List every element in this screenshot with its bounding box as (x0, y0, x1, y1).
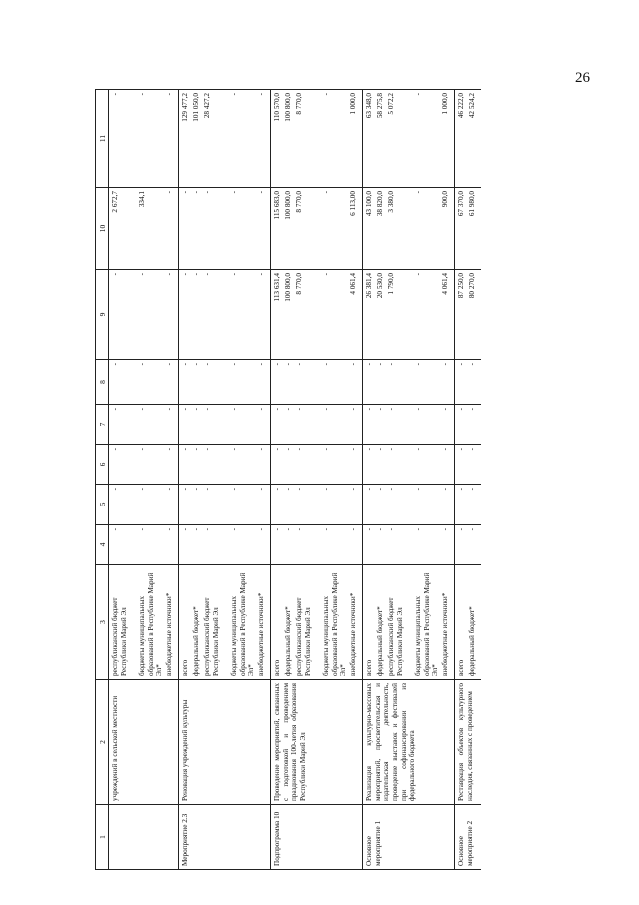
cell-line: - (284, 408, 292, 411)
year-value-cell-col5 (271, 485, 363, 525)
activity-name-cell: учреждений в сельской местности (109, 680, 179, 805)
cell-line: 38 820,0 (376, 191, 384, 217)
cell-line: 1 000,0 (349, 93, 357, 115)
cell-line: - (349, 488, 357, 491)
cell-line: 80 270,0 (468, 273, 476, 299)
cell-line: - (165, 93, 173, 96)
cell-line: - (111, 363, 119, 366)
cell-line: - (414, 488, 422, 491)
cell-line: - (365, 488, 373, 491)
cell-line: - (257, 488, 265, 491)
year-value-cell-col11 (109, 90, 179, 188)
cell-line: - (365, 408, 373, 411)
cell-line: - (284, 488, 292, 491)
cell-line: бюджеты муниципальных образований в Республике Марий Эл* (414, 572, 440, 676)
year-value-cell-col5 (109, 485, 179, 525)
cell-line: - (111, 93, 119, 96)
cell-line: - (284, 363, 292, 366)
cell-line: - (387, 448, 395, 451)
cell-line: 3 380,0 (387, 191, 395, 213)
cell-line: - (138, 528, 146, 531)
cell-line: - (257, 363, 265, 366)
cell-line: 42 524,2 (468, 93, 476, 119)
cell-line: - (441, 408, 449, 411)
cell-line: всего (365, 659, 373, 676)
cell-line: - (468, 363, 476, 366)
cell-line: - (349, 448, 357, 451)
cell-line: - (165, 528, 173, 531)
year-value-cell-col10 (271, 188, 363, 270)
year-value-cell-col9 (179, 270, 271, 360)
cell-line: - (322, 408, 330, 411)
year-value-cell-col11 (363, 90, 455, 188)
cell-line: 8 770,0 (295, 191, 303, 213)
year-value-cell-col4 (179, 525, 271, 565)
cell-line: - (322, 363, 330, 366)
cell-line: 1 790,0 (387, 273, 395, 295)
year-value-cell-col8 (271, 360, 363, 405)
cell-line: 2 672,7 (111, 191, 119, 213)
cell-line: республиканский бюджет Республики Марий Эл (111, 597, 128, 676)
cell-line: - (349, 363, 357, 366)
year-value-cell-col9 (363, 270, 455, 360)
cell-line: - (230, 93, 238, 96)
cell-line: - (138, 408, 146, 411)
cell-line: 334,1 (138, 191, 146, 208)
year-value-cell-col6 (271, 445, 363, 485)
cell-line: - (322, 273, 330, 276)
cell-line: - (468, 488, 476, 491)
cell-line: - (181, 528, 189, 531)
cell-line: - (284, 448, 292, 451)
cell-line: - (457, 363, 465, 366)
cell-line: федеральный бюджет* (376, 606, 384, 676)
funding-source-cell (363, 565, 455, 680)
year-value-cell-col7 (179, 405, 271, 445)
table-body (109, 90, 482, 870)
activity-name-cell: Реализация культурно-массовых мероприятий, просветительская и издательская деятельность, проведение выставок и фестивалей при софинансировании из федерального бюджета (363, 680, 455, 805)
cell-line: - (322, 448, 330, 451)
cell-line: - (295, 528, 303, 531)
cell-line: - (387, 528, 395, 531)
cell-line: внебюджетные источники* (441, 592, 449, 676)
cell-line: 5 072,2 (387, 93, 395, 115)
cell-line: - (181, 273, 189, 276)
cell-line: - (414, 363, 422, 366)
year-value-cell-col7 (109, 405, 179, 445)
rotated-table-container (95, 90, 560, 870)
cell-line: - (192, 273, 200, 276)
cell-line: - (111, 408, 119, 411)
cell-line: - (165, 448, 173, 451)
cell-line: - (165, 408, 173, 411)
cell-line: 1 000,0 (441, 93, 449, 115)
column-header-7: 7 (96, 405, 109, 445)
year-value-cell-col8 (179, 360, 271, 405)
cell-line: 100 800,0 (284, 191, 292, 220)
cell-line: - (138, 363, 146, 366)
cell-line: - (138, 448, 146, 451)
cell-line: - (457, 408, 465, 411)
cell-line: - (273, 408, 281, 411)
year-value-cell-col6 (363, 445, 455, 485)
cell-line: - (257, 93, 265, 96)
cell-line: - (192, 488, 200, 491)
cell-line: 67 370,0 (457, 191, 465, 217)
cell-line: - (414, 528, 422, 531)
cell-line: - (203, 488, 211, 491)
year-value-cell-col9 (271, 270, 363, 360)
cell-line: - (165, 273, 173, 276)
column-header-4: 4 (96, 525, 109, 565)
cell-line: 4 061,4 (441, 273, 449, 295)
year-value-cell-col4 (271, 525, 363, 565)
year-value-cell-col4 (455, 525, 482, 565)
cell-line: - (203, 363, 211, 366)
year-value-cell-col10 (179, 188, 271, 270)
cell-line: 129 477,2 (181, 93, 189, 122)
year-value-cell-col4 (109, 525, 179, 565)
cell-line: 115 683,0 (273, 191, 281, 220)
cell-line: бюджеты муниципальных образований в Республике Марий Эл* (230, 572, 256, 676)
cell-line: бюджеты муниципальных образований в Республике Марий Эл* (138, 572, 164, 676)
cell-line: - (230, 273, 238, 276)
year-value-cell-col9 (455, 270, 482, 360)
year-value-cell-col11 (179, 90, 271, 188)
cell-line: внебюджетные источники* (349, 592, 357, 676)
table-row (109, 90, 179, 870)
cell-line: всего (181, 659, 189, 676)
cell-line: - (376, 408, 384, 411)
cell-line: - (257, 191, 265, 194)
cell-line: - (322, 528, 330, 531)
cell-line: - (192, 408, 200, 411)
cell-line: - (165, 363, 173, 366)
cell-line: федеральный бюджет* (284, 606, 292, 676)
year-value-cell-col6 (109, 445, 179, 485)
cell-line: 58 275,8 (376, 93, 384, 119)
cell-line: - (192, 528, 200, 531)
cell-line: - (414, 191, 422, 194)
cell-line: - (273, 528, 281, 531)
header-row (96, 90, 109, 870)
cell-line: республиканский бюджет Республики Марий Эл (295, 597, 312, 676)
year-value-cell-col7 (271, 405, 363, 445)
cell-line: 6 113,00 (349, 191, 357, 216)
year-value-cell-col6 (455, 445, 482, 485)
cell-line: - (457, 448, 465, 451)
year-value-cell-col4 (363, 525, 455, 565)
cell-line: внебюджетные источники* (165, 592, 173, 676)
cell-line: - (284, 528, 292, 531)
column-header-8: 8 (96, 360, 109, 405)
year-value-cell-col9 (109, 270, 179, 360)
cell-line: - (257, 448, 265, 451)
cell-line: - (111, 273, 119, 276)
year-value-cell-col10 (363, 188, 455, 270)
column-header-6: 6 (96, 445, 109, 485)
year-value-cell-col10 (109, 188, 179, 270)
cell-line: - (192, 191, 200, 194)
cell-line: 46 222,0 (457, 93, 465, 119)
cell-line: - (457, 488, 465, 491)
activity-code-cell: Основное мероприятие 2 (455, 805, 482, 870)
year-value-cell-col5 (363, 485, 455, 525)
cell-line: - (257, 528, 265, 531)
year-value-cell-col8 (109, 360, 179, 405)
cell-line: - (181, 448, 189, 451)
cell-line: - (138, 273, 146, 276)
cell-line: - (230, 448, 238, 451)
cell-line: - (203, 448, 211, 451)
cell-line: - (387, 488, 395, 491)
cell-line: 900,0 (441, 191, 449, 208)
year-value-cell-col6 (179, 445, 271, 485)
cell-line: 63 348,0 (365, 93, 373, 119)
cell-line: - (230, 363, 238, 366)
cell-line: 8 770,0 (295, 273, 303, 295)
cell-line: - (230, 191, 238, 194)
cell-line: - (257, 273, 265, 276)
cell-line: - (257, 408, 265, 411)
cell-line: 26 381,4 (365, 273, 373, 299)
cell-line: 8 770,0 (295, 93, 303, 115)
table-row (179, 90, 271, 870)
cell-line: - (181, 191, 189, 194)
cell-line: федеральный бюджет* (468, 606, 476, 676)
cell-line: республиканский бюджет Республики Марий Эл (203, 597, 220, 676)
cell-line: - (441, 488, 449, 491)
cell-line: - (165, 488, 173, 491)
activity-code-cell: Основное мероприятие 1 (363, 805, 455, 870)
cell-line: - (273, 448, 281, 451)
year-value-cell-col8 (363, 360, 455, 405)
cell-line: - (138, 93, 146, 96)
cell-line: - (468, 448, 476, 451)
cell-line: - (376, 448, 384, 451)
year-value-cell-col8 (455, 360, 482, 405)
cell-line: - (111, 488, 119, 491)
cell-line: - (203, 273, 211, 276)
cell-line: - (295, 363, 303, 366)
cell-line: - (295, 448, 303, 451)
cell-line: всего (273, 659, 281, 676)
cell-line: - (273, 488, 281, 491)
cell-line: - (322, 191, 330, 194)
cell-line: 87 250,0 (457, 273, 465, 299)
cell-line: - (387, 408, 395, 411)
cell-line: - (468, 528, 476, 531)
activity-name-cell: Реновация учреждений культуры (179, 680, 271, 805)
cell-line: - (181, 363, 189, 366)
cell-line: - (441, 448, 449, 451)
cell-line: - (111, 448, 119, 451)
cell-line: - (441, 363, 449, 366)
cell-line: федеральный бюджет* (192, 606, 200, 676)
year-value-cell-col5 (179, 485, 271, 525)
cell-line: - (376, 528, 384, 531)
activity-code-cell: Подпрограмма 10 (271, 805, 363, 870)
cell-line: всего (457, 659, 465, 676)
cell-line: - (322, 93, 330, 96)
cell-line: - (203, 528, 211, 531)
column-header-9: 9 (96, 270, 109, 360)
cell-line: - (414, 93, 422, 96)
cell-line: - (111, 528, 119, 531)
funding-source-cell (109, 565, 179, 680)
table-row (271, 90, 363, 870)
cell-line: 113 631,4 (273, 273, 281, 302)
year-value-cell-col10 (455, 188, 482, 270)
cell-line: республиканский бюджет Республики Марий Эл (387, 597, 404, 676)
cell-line: - (349, 408, 357, 411)
cell-line: - (457, 528, 465, 531)
activity-code-cell: Мероприятие 2.3 (179, 805, 271, 870)
cell-line: - (414, 273, 422, 276)
cell-line: бюджеты муниципальных образований в Республике Марий Эл* (322, 572, 348, 676)
cell-line: - (181, 408, 189, 411)
cell-line: 110 570,0 (273, 93, 281, 122)
column-header-5: 5 (96, 485, 109, 525)
cell-line: - (230, 408, 238, 411)
cell-line: - (295, 488, 303, 491)
year-value-cell-col5 (455, 485, 482, 525)
column-header-10: 10 (96, 188, 109, 270)
cell-line: - (441, 528, 449, 531)
cell-line: - (414, 448, 422, 451)
cell-line: - (181, 488, 189, 491)
cell-line: 43 100,0 (365, 191, 373, 217)
funding-source-cell (179, 565, 271, 680)
budget-table (95, 89, 481, 870)
cell-line: - (349, 528, 357, 531)
table-row (363, 90, 455, 870)
cell-line: - (192, 363, 200, 366)
cell-line: - (230, 528, 238, 531)
cell-line: 4 061,4 (349, 273, 357, 295)
cell-line: - (376, 363, 384, 366)
cell-line: - (203, 191, 211, 194)
cell-line: 100 800,0 (284, 273, 292, 302)
funding-source-cell (271, 565, 363, 680)
column-header-3: 3 (96, 565, 109, 680)
activity-code-cell (109, 805, 179, 870)
cell-line: - (295, 408, 303, 411)
table-row (455, 90, 482, 870)
year-value-cell-col7 (455, 405, 482, 445)
column-header-2: 2 (96, 680, 109, 805)
cell-line: - (192, 448, 200, 451)
cell-line: 28 427,2 (203, 93, 211, 119)
activity-name-cell: Проведение мероприятий, связанных с подготовкой и проведением празднования 100-летия образования Республики Марий Эл (271, 680, 363, 805)
column-header-1: 1 (96, 805, 109, 870)
year-value-cell-col11 (455, 90, 482, 188)
cell-line: - (365, 448, 373, 451)
cell-line: внебюджетные источники* (257, 592, 265, 676)
cell-line: - (414, 408, 422, 411)
cell-line: - (203, 408, 211, 411)
cell-line: - (365, 363, 373, 366)
cell-line: - (230, 488, 238, 491)
cell-line: - (387, 363, 395, 366)
year-value-cell-col7 (363, 405, 455, 445)
funding-source-cell (455, 565, 482, 680)
cell-line: - (165, 191, 173, 194)
column-header-11: 11 (96, 90, 109, 188)
cell-line: - (138, 488, 146, 491)
activity-name-cell: Реставрация объектов культурного наследия, связанных с проведением (455, 680, 482, 805)
cell-line: 100 800,0 (284, 93, 292, 122)
cell-line: 101 050,0 (192, 93, 200, 122)
cell-line: - (376, 488, 384, 491)
cell-line: - (468, 408, 476, 411)
year-value-cell-col11 (271, 90, 363, 188)
cell-line: 61 980,0 (468, 191, 476, 217)
page-number: 26 (575, 70, 590, 86)
cell-line: 20 530,0 (376, 273, 384, 299)
cell-line: - (365, 528, 373, 531)
cell-line: - (273, 363, 281, 366)
cell-line: - (322, 488, 330, 491)
